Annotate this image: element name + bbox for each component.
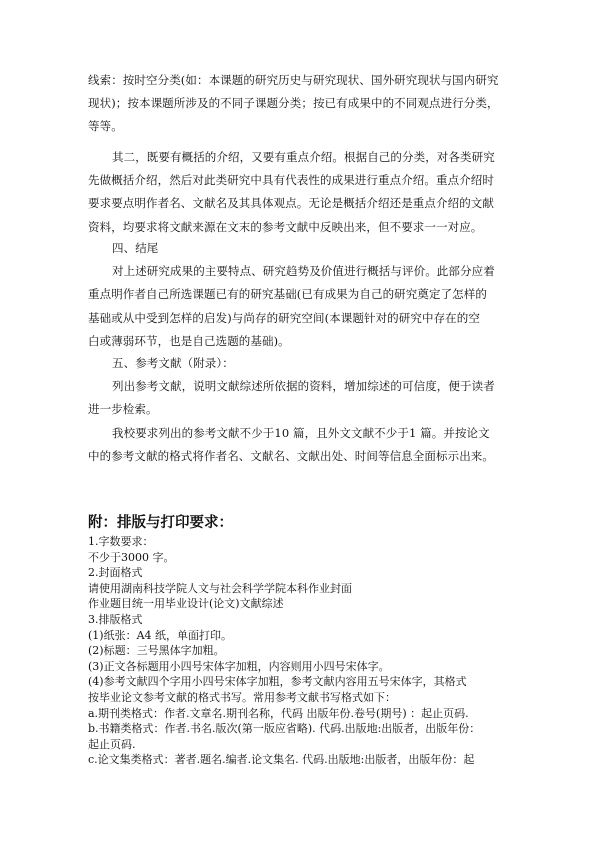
- requirement-line: c.论文集类格式：著者.题名.编者.论文集名. 代码.出版地:出版者，出版年份：起: [88, 753, 475, 767]
- requirement-line: (3)正文各标题用小四号宋体字加粗，内容则用小四号宋体字。: [88, 659, 390, 673]
- text-line: 其二，既要有概括的介绍，又要有重点介绍。根据自己的分类，对各类研究: [112, 150, 495, 164]
- requirement-line: 起止页码.: [88, 737, 136, 751]
- requirement-line: 3.排版格式: [88, 612, 143, 626]
- requirement-line: 请使用湖南科技学院人文与社会科学学院本科作业封面: [88, 581, 352, 595]
- appendix-requirements: [88, 534, 513, 768]
- requirement-line: (4)参考文献四个字用小四号宋体字加粗，参考文献内容用五号宋体字，其格式: [88, 675, 467, 689]
- text-line: 线索：按时空分类(如：本课题的研究历史与研究现状、国外研究现状与国内研究: [88, 73, 499, 87]
- section-title: 四、结尾: [112, 241, 159, 255]
- requirement-line: 2.封面格式: [88, 566, 143, 580]
- text-line: 中的参考文献的格式将作者名、文献名、文献出处、时间等信息全面标示出来。: [88, 448, 494, 463]
- requirement-line: 按毕业论文参考文献的格式书写。常用参考文献书写格式如下：: [88, 690, 396, 704]
- text-line: 资料，均要求将文献来源在文末的参考文献中反映出来，但不要求一一对应。: [88, 219, 483, 234]
- text-line: 现状)；按本课题所涉及的不同子课题分类；按已有成果中的不同观点进行分类，: [88, 96, 499, 111]
- requirement-line: 1.字数要求：: [88, 535, 154, 548]
- text-line: 等等。: [88, 119, 123, 134]
- requirement-line: 作业题目统一用毕业设计(论文)文献综述: [88, 597, 284, 611]
- section-title: 五、参考文献（附录）：: [112, 356, 234, 370]
- requirement-line: (2)标题：三号黑体字加粗。: [88, 644, 225, 658]
- text-line: 列出参考文献，说明文献综述所依据的资料，增加综述的可信度，便于读者: [112, 379, 495, 394]
- text-line: 白或薄弱环节，也是自己选题的基础)。: [88, 333, 290, 348]
- text-line: 我校要求列出的参考文献不少于10 篇，且外文文献不少于1 篇。并按论文: [112, 425, 490, 440]
- references-section: [88, 352, 510, 468]
- text-line: 基础或从中受到怎样的启发)与尚存的研究空间(本课题针对的研究中存在的空: [88, 310, 480, 325]
- text-line: 进一步检索。: [88, 402, 158, 417]
- text-line: 对上述研究成果的主要特点、研究趋势及价值进行概括与评价。此部分应着: [112, 264, 495, 279]
- appendix-heading: 附：排版与打印要求：: [88, 515, 233, 531]
- requirement-line: b.书籍类格式：作者.书名.版次(第一版应省略). 代码.出版地:出版者，出版年份：: [88, 722, 481, 736]
- classification-paragraph: [88, 69, 510, 139]
- text-line: 重点明作者自己所选课题已有的研究基础(已有成果为自己的研究奠定了怎样的: [88, 287, 487, 302]
- requirement-line: a.期刊类格式：作者.文章名.期刊名称，代码 出版年份.卷号(期号) ：起止页码.: [88, 706, 469, 720]
- conclusion-section: [88, 237, 510, 353]
- text-line: 先做概括介绍，然后对此类研究中具有代表性的成果进行重点介绍。重点介绍时: [88, 173, 494, 188]
- requirement-line: (1)纸张：A4 纸，单面打印。: [88, 628, 233, 642]
- requirement-line: 不少于3000 字。: [88, 550, 175, 564]
- text-line: 要求要点明作者名、文献名及其具体观点。无论是概括介绍还是重点介绍的文献: [88, 196, 494, 211]
- overview-paragraph: [88, 146, 510, 239]
